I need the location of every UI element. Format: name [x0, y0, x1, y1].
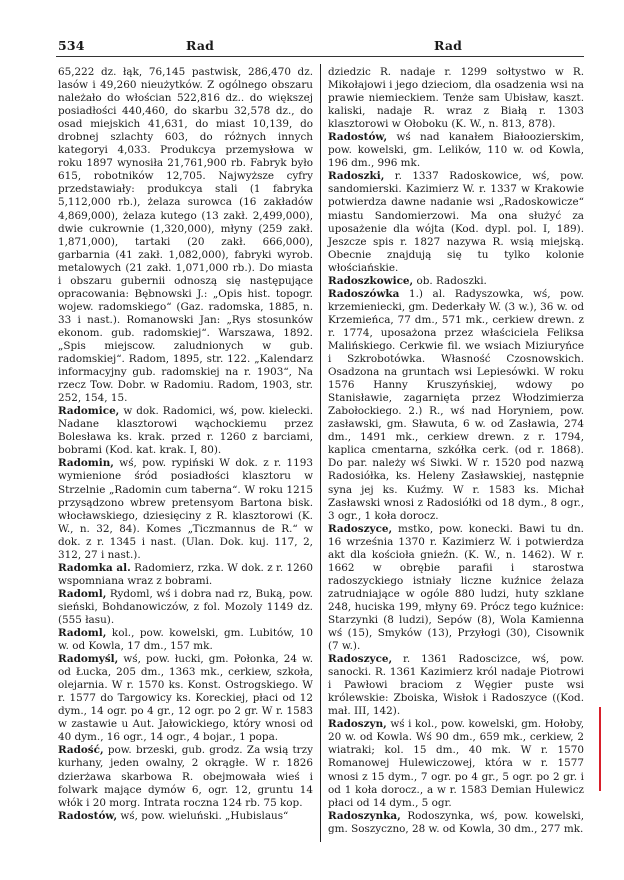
entry-continuation: dziedzic R. nadaje r. 1299 sołtystwo w R. Mikołajowi i jego dzieciom, dla osadzenia wsi na prawie niemieckiem. Tenże sam Ubisław, kaszt. kaliski, nadaje R. wraz z Białą r. 1303 klasztorowi w Ołoboku (K. W., n. 813, 878).	[328, 66, 584, 131]
entry-text: kol., pow. kowelski, gm. Lubitów, 10 w. od Kowla, 17 dm., 157 mk.	[58, 627, 313, 653]
entry-radomysl	[58, 653, 313, 744]
entry-text: r. 1337 Radoskowice, wś, pow. sandomierski. Kazimierz W. r. 1337 w Krakowie potwierdza dawne nadanie wsi „Radoskowicze“ miastu Sandomierzowi. Ma ona służyć za uposażenie dla wójta (Kod. dypl. pol. I, 189). Jeszcze spis r. 1827 nazywa R. wsią miejską. Obecnie znajdują się tu tylko kolonie włościańskie.	[328, 170, 584, 274]
entry-radoml-sienski	[58, 588, 313, 627]
entry-headword: Radomin,	[58, 457, 114, 470]
entry-text: wś, pow. wieluński. „Hubislaus“	[117, 809, 289, 822]
entry-headword: Radostów,	[328, 131, 388, 144]
entry-radosc	[58, 744, 313, 809]
entry-radoszyn	[328, 718, 584, 809]
left-column	[58, 66, 313, 823]
entry-radostow-wielunski	[58, 810, 313, 823]
entry-text: Rodoszynka, wś, pow. kowelski, gm. Soszyczno, 28 w. od Kowla, 30 dm., 277 mk.	[328, 809, 584, 835]
entry-radoszyce-sanocki	[328, 653, 584, 718]
entry-radomka	[58, 562, 313, 588]
entry-radoszkowice	[328, 275, 584, 288]
entry-text: Radomierz, rzka. W dok. z r. 1260 wspomniana wraz z bobrami.	[58, 561, 313, 587]
entry-text: pow. brzeski, gub. grodz. Za wsią trzy kurhany, jeden owalny, 2 okrągłe. W r. 1826 dzierżawa skarbowa R. obejmowała wieś i folwark mające dymów 6, ogr. 12, gruntu 14 włók i 20 morg. Intrata roczna 124 rb. 75 kop.	[58, 744, 313, 809]
entry-headword: Radoszki,	[328, 170, 385, 183]
right-column	[328, 66, 584, 836]
entry-text: wś, pow. łucki, gm. Połonka, 24 w. od Łucka, 205 dm., 1363 mk., cerkiew, szkoła, olejarnia. W r. 1570 ks. Konst. Ostrogskiego. W r. 1577 do Targowicy ks. Koreckiej, płaci od 12 dym., 14 ogr. po 4 gr., 12 ogr. po 2 gr. W r. 1583 w zastawie u Aut. Jałowickiego, który wnosi od 40 dym., 16 ogr., 14 ogr., 4 bojar., 1 popa.	[58, 653, 313, 744]
entry-headword: Radoml,	[58, 587, 107, 600]
entry-text: mstko, pow. konecki. Bawi tu dn. 16 września 1370 r. Kazimierz W. i potwierdza akt dla kościoła gnieźn. (K. W., n. 1462). W r. 1662 w obrębie parafii i starostwa radoszyckiego istniały liczne kuźnice żelaza zatrudniające w ogóle 880 ludzi, huty szklane 248, huciska 199, młyny 69. Prócz tego kuźnice: Starzynki (8 ludzi), Sepów (8), Wola Kamienna wś (15), Smyków (13), Przyłogi (30), Cisownik (7 w.).	[328, 522, 584, 653]
entry-text: r. 1361 Radoscizce, wś, pow. sanocki. R. 1361 Kazimierz król nadaje Piotrowi i Pawłowi braciom z Węgier puste wsi królewskie: Zboiska, Wisłok i Radoszyce ((Kod. mał. III, 142).	[328, 653, 584, 718]
entry-radostow-kowelski	[328, 131, 584, 170]
entry-headword: Radomice,	[58, 405, 120, 418]
entry-headword: Radomyśl,	[58, 653, 119, 666]
header-rule	[56, 56, 584, 57]
entry-radoml-kowelski	[58, 627, 313, 653]
entry-radomin	[58, 457, 313, 561]
entry-text: wś i kol., pow. kowelski, gm. Hołoby, 20 w. od Kowla. Wś 90 dm., 659 mk., cerkiew, 2 wiatraki; kol. 15 dm., 40 mk. W r. 1570 Romanowej Hulewiczowej, która w r. 1577 wnosi z 15 dym., 7 ogr. po 4 gr., 5 ogr. po 2 gr. i od 1 koła dorocz., a w r. 1583 Demian Hulewicz płaci od 14 dym., 5 ogr.	[328, 718, 584, 809]
entry-radoszynka	[328, 810, 584, 836]
entry-headword: Radoszyce,	[328, 653, 393, 666]
left-running-title: Rad	[186, 38, 215, 53]
right-running-title: Rad	[434, 38, 463, 53]
red-margin-mark	[599, 707, 601, 791]
entry-radoszowka	[328, 288, 584, 523]
entry-headword: Radoszyce,	[328, 522, 393, 535]
entry-continuation: 65,222 dz. łąk, 76,145 pastwisk, 286,470 dz. lasów i 49,260 nieużytków. Z ogólnego obszaru należało do włościan 522,816 dz.. do większej posiadłości 440,460, do skarbu 32,578 dz., do osad miejskich 41,631, do miast 10,139, do drobnej szlachty 603, do różnych innych kategoryi 4,033. Produkcya przemysłowa w roku 1897 wynosiła 21,761,900 rb. Fabryk było 615, robotników 12,705. Najwyższe cyfry przedstawiały: produkcya stali (1 fabryka 5,112,000 rb.), żelaza surowca (16 zakładów 4,869,000), żelaza kutego (13 zakł. 2,499,000), dwie cukrownie (1,320,000), młyny (259 zakł. 1,871,000), tartaki (20 zakł. 666,000), garbarnia (41 zakł. 1,082,000), fabryki wyrob. metalowych (21 zakł. 1,071,000 rb.). Do miasta i obszaru gubernii odnoszą się następujące opracowania: Bębnowski J.: „Opis hist. topogr. wojew. radomskiego“ (Gaz. radomska, 1885, n. 33 i nast.). Romanowski Jan: „Rys stosunków ekonom. gub. radomskiej“. Warszawa, 1892. „Spis miejscow. zaludnionych w gub. radomskiej“. Radom, 1895, str. 122. „Kalendarz informacyjny gub. radomskiej na r. 1903“, Na rzecz Tow. Dobr. w Radomiu. Radom, 1903, str. 252, 154, 15.	[58, 66, 313, 405]
page-number: 534	[58, 38, 85, 53]
entry-headword: Radomka al.	[58, 561, 131, 574]
entry-headword: Radoszyn,	[328, 718, 387, 731]
entry-headword: Radoszkowice,	[328, 274, 414, 287]
entry-radoszyce-konecki	[328, 523, 584, 653]
entry-headword: Radość,	[58, 744, 104, 757]
entry-text: Rydoml, wś i dobra nad rz, Buką, pow. sieński, Bohdanowiczów, z fol. Mozoly 1149 dz. (555 łasu).	[58, 587, 313, 626]
entry-headword: Radoszynka,	[328, 809, 401, 822]
entry-headword: Radostów,	[58, 809, 118, 822]
entry-text: ob. Radoszki.	[413, 274, 487, 287]
entry-radoszki	[328, 170, 584, 274]
entry-headword: Radoszówka	[328, 287, 400, 300]
entry-headword: Radoml,	[58, 627, 107, 640]
column-divider	[320, 64, 321, 842]
entry-text: 1.) al. Radyszowka, wś, pow. krzemieniecki, gm. Dederkały W. (3 w.), 36 w. od Krzemieńca, 77 dm., 571 mk., cerkiew drewn. z r. 1774, uposażona przez właściciela Feliksa Malińskiego. Cerkwie fil. we wsiach Miziuryńce i Szkrobotówka. Własność Czosnowskich. Osadzona na gruntach wsi Lepiesówki. W roku 1576 Hanny Kruszyńskiej, wdowy po Stanisławie, zagarnięta przez Włodzimierza Zabołockiego. 2.) R., wś nad Horyniem, pow. zasławski, gm. Sławuta, 6 w. od Zasławia, 274 dm., 1491 mk., cerkiew drewn. z r. 1794, kaplica cmentarna, szkółka cerk. (od r. 1868). Do par. należy wś Siwki. W r. 1520 pod nazwą Radosiółka, ks. Heleny Zasławskiej, następnie syna jej ks. Kuźmy. W r. 1583 ks. Michał Zasławski wnosi z Radosiółki od 18 dym., 8 ogr., 3 ogr., 1 koła dorocz.	[328, 287, 584, 522]
entry-text: wś nad kanałem Białoozierskim, pow. kowelski, gm. Lelików, 110 w. od Kowla, 196 dm., 996 mk.	[328, 131, 584, 170]
entry-radomice	[58, 405, 313, 457]
entry-text: wś, pow. rypiński W dok. z r. 1193 wymienione śród posiadłości klasztoru w Strzelnie „Radomin cum taberna“. W roku 1215 przysądzono wbrew pretensyom Bartona bisk. włocławskiego, dziesięciny z R. klasztorowi (K. W., n. 32, 84). Komes „Ticzmannus de R.“ w dok. z r. 1345 i nast. (Ulan. Dok. kuj. 117, 2, 312, 27 i nast.).	[58, 457, 313, 561]
entry-text: w dok. Radomici, wś, pow. kielecki. Nadane klasztorowi wąchockiemu przez Bolesława ks. krak. przed r. 1260 z barciami, bobrami (Kod. kat. krak. I, 80).	[58, 405, 313, 457]
